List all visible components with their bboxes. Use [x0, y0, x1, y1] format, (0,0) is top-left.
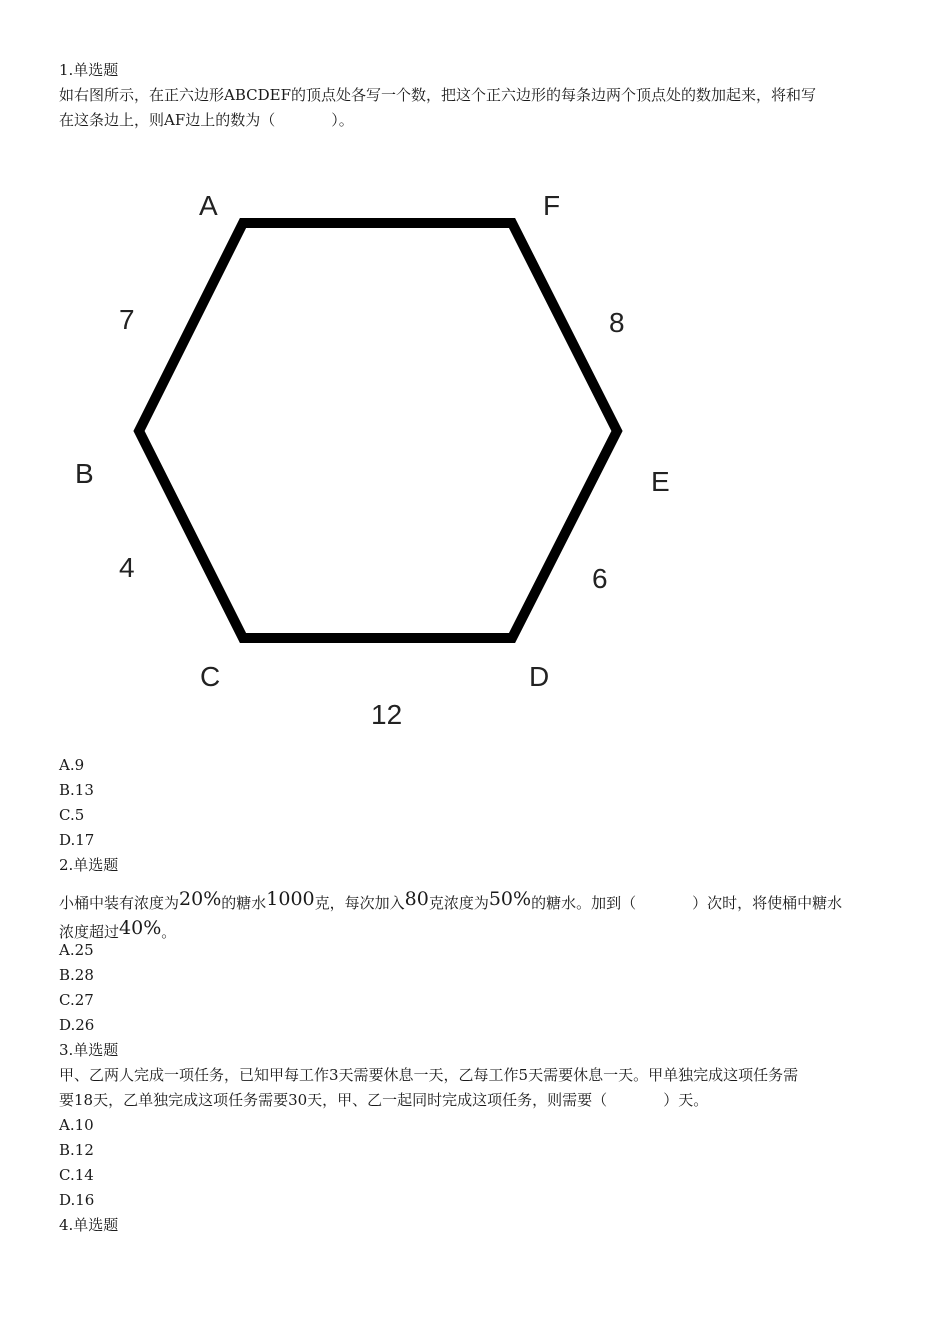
edge-label-cd: 12 [371, 699, 403, 730]
q2-math-concentration-initial: 20% [179, 888, 222, 910]
q2-text-part: 克，每次加入 [314, 894, 405, 912]
option-c[interactable]: C.14 [59, 1166, 94, 1184]
vertex-label-a: A [199, 190, 218, 221]
option-a[interactable]: A.25 [59, 941, 94, 959]
q2-text-part: 。 [161, 923, 177, 941]
option-b[interactable]: B.12 [59, 1141, 94, 1159]
question-3-text-line-1: 甲、乙两人完成一项任务，已知甲每工作3天需要休息一天，乙每工作5天需要休息一天。甲单独完成这项任务需 [59, 1066, 799, 1084]
q2-text-part: ）次时，将使桶中糖水 [692, 894, 843, 912]
q2-text-part: 浓度超过 [59, 923, 120, 941]
vertex-label-b: B [75, 458, 94, 489]
exam-page [59, 58, 899, 1238]
edge-label-fe: 8 [609, 307, 625, 338]
question-2-text-line-1 [59, 878, 899, 911]
q2-math-added-concentration: 50% [488, 888, 532, 910]
question-3-text-line-2 [59, 1088, 899, 1113]
q2-text-part: 的糖水 [221, 894, 267, 912]
option-c[interactable]: C.5 [59, 806, 85, 824]
question-1-text-line-1: 如右图所示，在正六边形ABCDEF的顶点处各写一个数，把这个正六边形的每条边两个顶点处的数加起来，将和写 [59, 86, 816, 104]
q2-math-added-mass: 80 [404, 888, 429, 910]
q2-text-part: 克浓度为 [428, 894, 489, 912]
option-a[interactable]: A.10 [59, 1116, 94, 1134]
vertex-label-d: D [529, 661, 550, 692]
hexagon-shape [139, 223, 617, 638]
hexagon-diagram [59, 141, 899, 753]
question-1-text-after-blank: ）。 [331, 111, 354, 129]
q2-text-part: 的糖水。加到（ [531, 894, 637, 912]
option-d[interactable]: D.16 [59, 1191, 95, 1209]
question-3-text-before-blank: 要18天，乙单独完成这项任务需要30天，甲、乙一起同时完成这项任务，则需要（ [59, 1091, 608, 1109]
hexagon-figure [59, 141, 899, 753]
option-c[interactable]: C.27 [59, 991, 94, 1009]
vertex-label-c: C [200, 661, 221, 692]
question-1-text-before-blank: 在这条边上，则AF边上的数为（ [59, 111, 276, 129]
question-2-header: 2.单选题 [59, 856, 119, 874]
question-1-text-line-2 [59, 108, 899, 133]
vertex-label-f: F [543, 190, 561, 221]
question-1-header: 1.单选题 [59, 61, 119, 79]
edge-label-bc: 4 [119, 552, 135, 583]
option-b[interactable]: B.13 [59, 781, 94, 799]
question-2-text-line-2 [59, 911, 899, 941]
question-4-header: 4.单选题 [59, 1216, 119, 1234]
q2-math-target-concentration: 40% [119, 917, 162, 939]
option-a[interactable]: A.9 [59, 756, 85, 774]
option-b[interactable]: B.28 [59, 966, 94, 984]
q2-math-initial-mass: 1000 [266, 888, 315, 910]
option-d[interactable]: D.17 [59, 831, 95, 849]
question-3-text-after-blank: ）天。 [663, 1091, 709, 1109]
edge-label-ab: 7 [119, 304, 135, 335]
option-d[interactable]: D.26 [59, 1016, 95, 1034]
edge-label-ed: 6 [592, 563, 608, 594]
vertex-label-e: E [651, 466, 670, 497]
q2-text-part: 小桶中装有浓度为 [59, 894, 180, 912]
question-3-header: 3.单选题 [59, 1041, 119, 1059]
